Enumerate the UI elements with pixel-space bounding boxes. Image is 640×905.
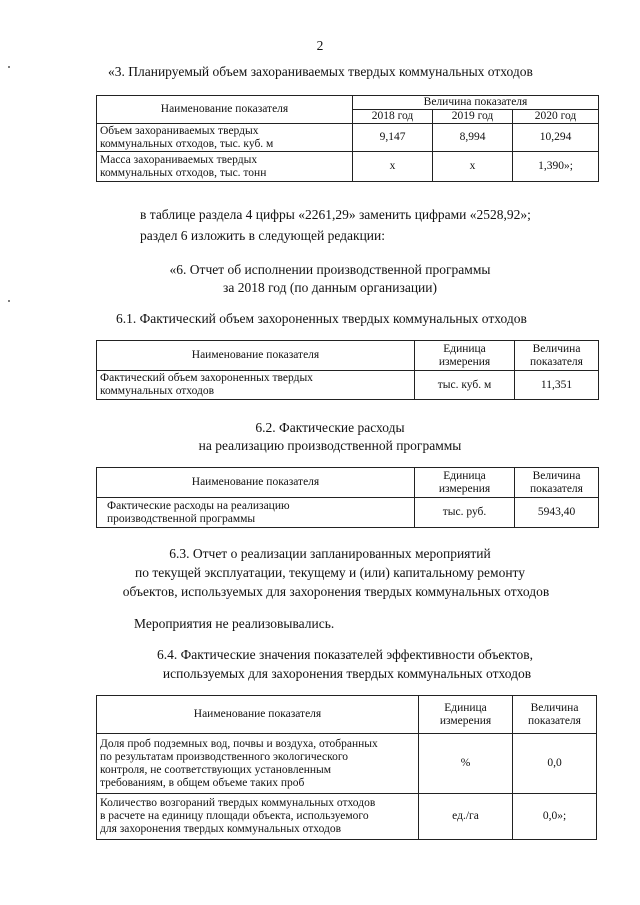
table-row: Доля проб подземных вод, почвы и воздуха, отобранных по результатам производственного экологического контроля, не соответствующих установленным требованиям, в общем объеме таких проб % 0,0 [97,734,597,794]
col-header-unit: Единица измерения [415,341,515,371]
scan-mark [8,300,10,302]
section63-title-line-2: по текущей эксплуатации, текущему и (или) капитальному ремонту [134,565,526,580]
table-row: Фактические расходы на реализацию производственной программы тыс. руб. 5943,40 [97,498,599,528]
section6-title-line-2: за 2018 год (по данным организации) [223,280,437,295]
section62-title-line-1: 6.2. Фактические расходы [255,420,405,435]
section63-title-line-3: объектов, используемых для захоронения твердых коммунальных отходов [122,584,550,599]
year-2020: 2020 год [513,110,599,124]
table-row: Масса захораниваемых твердых коммунальных отходов, тыс. тонн x x 1,390»; [97,152,599,182]
col-header-name: Наименование показателя [97,341,415,371]
col-header-value: Величина показателя [515,468,599,498]
year-2019: 2019 год [433,110,513,124]
year-2018: 2018 год [353,110,433,124]
efficiency-table [96,695,597,840]
scan-mark [8,66,10,68]
section3-title: «3. Планируемый объем захораниваемых твердых коммунальных отходов [108,64,533,79]
col-header-name: Наименование показателя [97,468,415,498]
col-header-unit: Единица измерения [415,468,515,498]
section63-title-line-1: 6.3. Отчет о реализации запланированных мероприятий [169,546,491,561]
col-header-value-group: Величина показателя [353,96,599,110]
planned-volume-table [96,95,599,182]
section63-body: Мероприятия не реализовывались. [134,616,335,631]
instruction-line-2: раздел 6 изложить в следующей редакции: [140,228,386,243]
col-header-value: Величина показателя [515,341,599,371]
section61-title: 6.1. Фактический объем захороненных твердых коммунальных отходов [116,311,527,326]
table-row: Объем захораниваемых твердых коммунальных отходов, тыс. куб. м 9,147 8,994 10,294 [97,124,599,152]
table-row: Фактический объем захороненных твердых коммунальных отходов тыс. куб. м 11,351 [97,371,599,400]
col-header-name: Наименование показателя [97,96,353,124]
actual-expenses-table [96,467,599,528]
section64-title-line-2: используемых для захоронения твердых коммунальных отходов [162,666,532,681]
actual-volume-table [96,340,599,400]
section6-title-line-1: «6. Отчет об исполнении производственной программы [169,262,491,277]
col-header-name: Наименование показателя [97,696,419,734]
section64-title-line-1: 6.4. Фактические значения показателей эффективности объектов, [156,647,534,662]
table-row: Количество возгораний твердых коммунальных отходов в расчете на единицу площади объекта, используемого для захоронения твердых коммунальных отходов ед./га 0,0»; [97,794,597,840]
section62-title-line-2: на реализацию производственной программы [198,438,462,453]
page-number: 2 [316,38,324,53]
col-header-unit: Единица измерения [419,696,513,734]
col-header-value: Величина показателя [513,696,597,734]
instruction-line-1: в таблице раздела 4 цифры «2261,29» заменить цифрами «2528,92»; [140,207,531,222]
